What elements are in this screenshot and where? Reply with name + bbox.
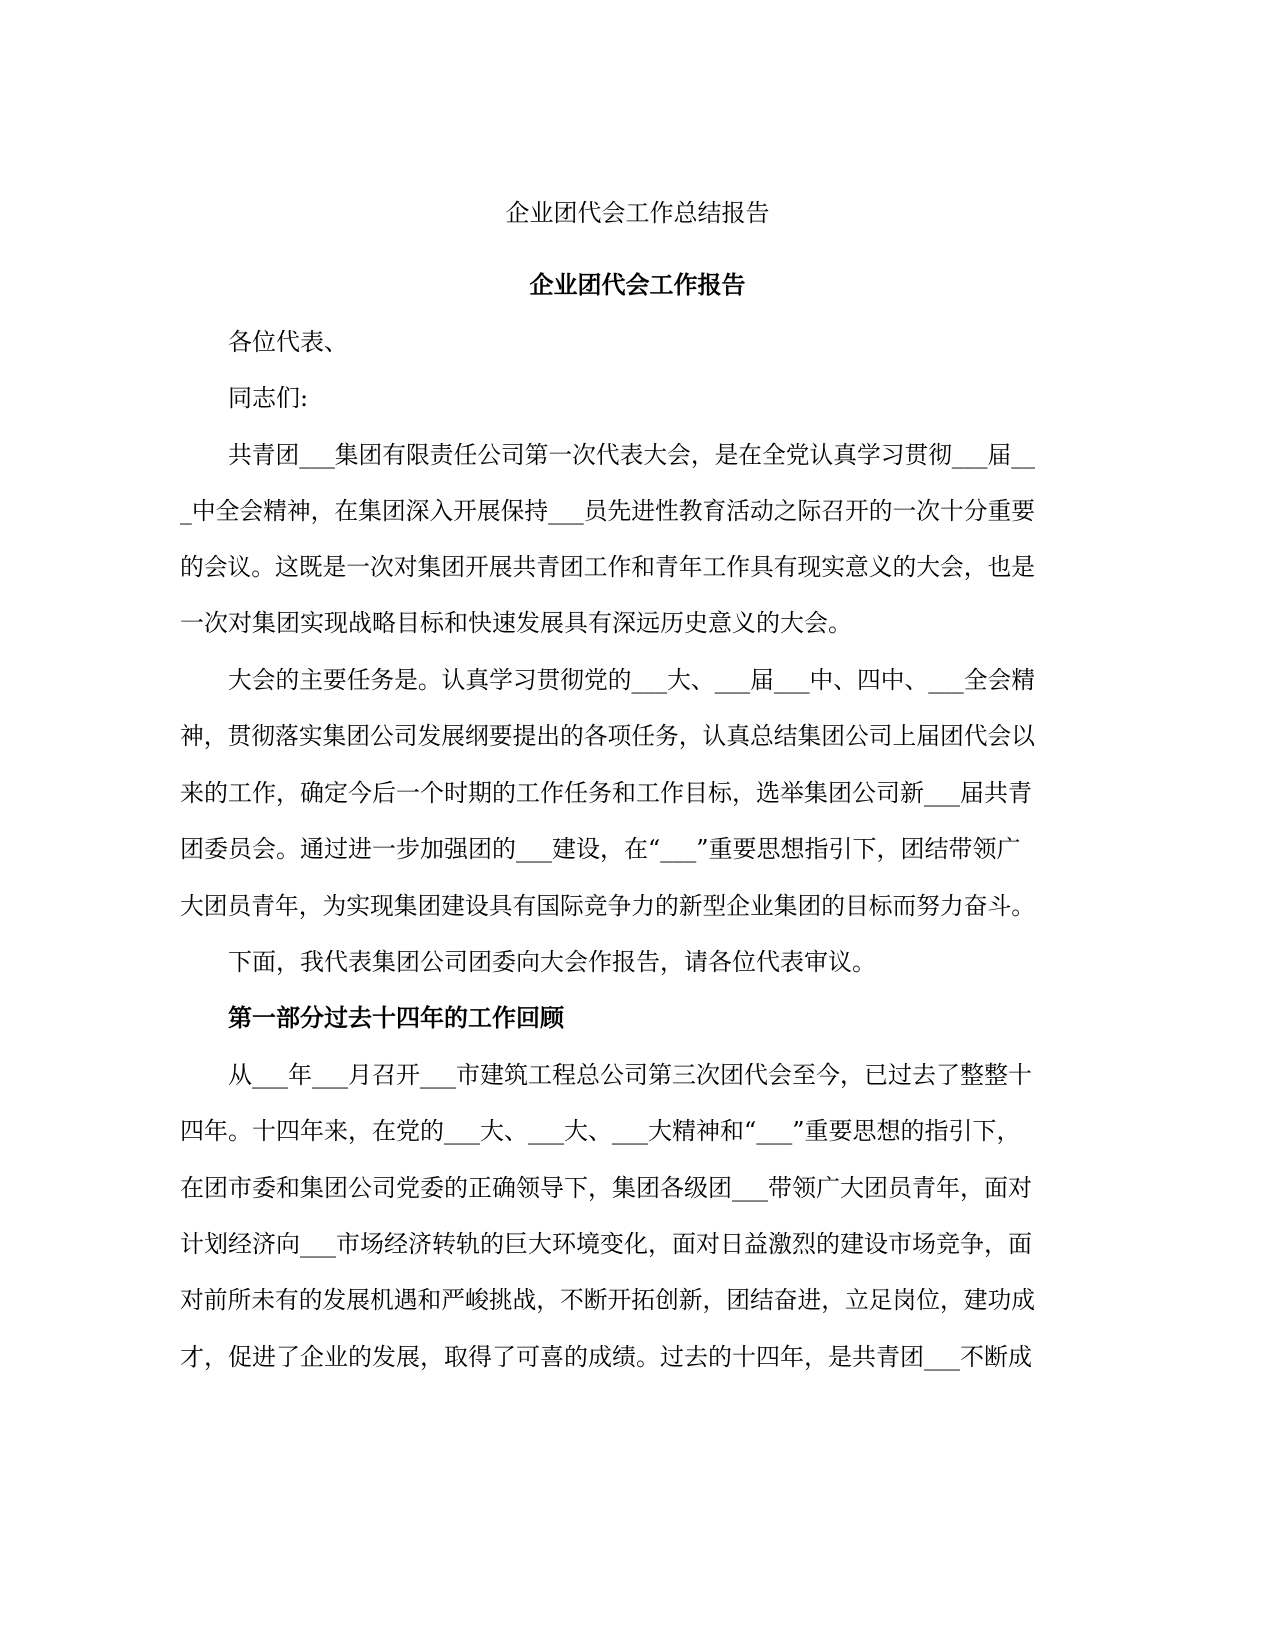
- salutation-line-2: 同志们:: [228, 384, 309, 412]
- paragraph-1-line: _中全会精神，在集团深入开展保持___员先进性教育活动之际召开的一次十分重要: [180, 497, 1035, 525]
- paragraph-2-line: 来的工作，确定今后一个时期的工作任务和工作目标，选举集团公司新___届共青: [180, 779, 1032, 807]
- paragraph-4-line: 计划经济向___市场经济转轨的巨大环境变化，面对日益激烈的建设市场竞争，面: [180, 1230, 1032, 1258]
- report-title: 企业团代会工作报告: [529, 270, 746, 299]
- paragraph-4-line: 在团市委和集团公司党委的正确领导下，集团各级团___带领广大团员青年，面对: [180, 1174, 1032, 1202]
- paragraph-2-line: 大会的主要任务是。认真学习贯彻党的___大、___届___中、四中、___全会精: [228, 666, 1035, 694]
- document-header-title: 企业团代会工作总结报告: [505, 199, 770, 227]
- paragraph-1-line: 的会议。这既是一次对集团开展共青团工作和青年工作具有现实意义的大会，也是: [180, 553, 1035, 581]
- section-heading: 第一部分过去十四年的工作回顾: [228, 1003, 564, 1032]
- paragraph-1-line: 一次对集团实现战略目标和快速发展具有深远历史意义的大会。: [180, 609, 852, 637]
- paragraph-2-line: 神，贯彻落实集团公司发展纲要提出的各项任务，认真总结集团公司上届团代会以: [180, 722, 1035, 750]
- paragraph-1-line: 共青团___集团有限责任公司第一次代表大会，是在全党认真学习贯彻___届__: [228, 441, 1035, 469]
- paragraph-4-line: 对前所未有的发展机遇和严峻挑战，不断开拓创新，团结奋进，立足岗位，建功成: [180, 1286, 1035, 1314]
- paragraph-2-line: 大团员青年，为实现集团建设具有国际竞争力的新型企业集团的目标而努力奋斗。: [180, 892, 1035, 920]
- paragraph-2-line: 团委员会。通过进一步加强团的___建设，在“___”重要思想指引下，团结带领广: [180, 835, 1021, 863]
- paragraph-4-line: 才，促进了企业的发展，取得了可喜的成绩。过去的十四年，是共青团___不断成: [180, 1343, 1032, 1371]
- paragraph-3-line: 下面，我代表集团公司团委向大会作报告，请各位代表审议。: [228, 948, 876, 976]
- salutation-line-1: 各位代表、: [228, 328, 348, 356]
- paragraph-4-line: 四年。十四年来，在党的___大、___大、___大精神和“___”重要思想的指引下，: [180, 1117, 1021, 1145]
- paragraph-4-line: 从___年___月召开___市建筑工程总公司第三次团代会至今，已过去了整整十: [228, 1061, 1032, 1089]
